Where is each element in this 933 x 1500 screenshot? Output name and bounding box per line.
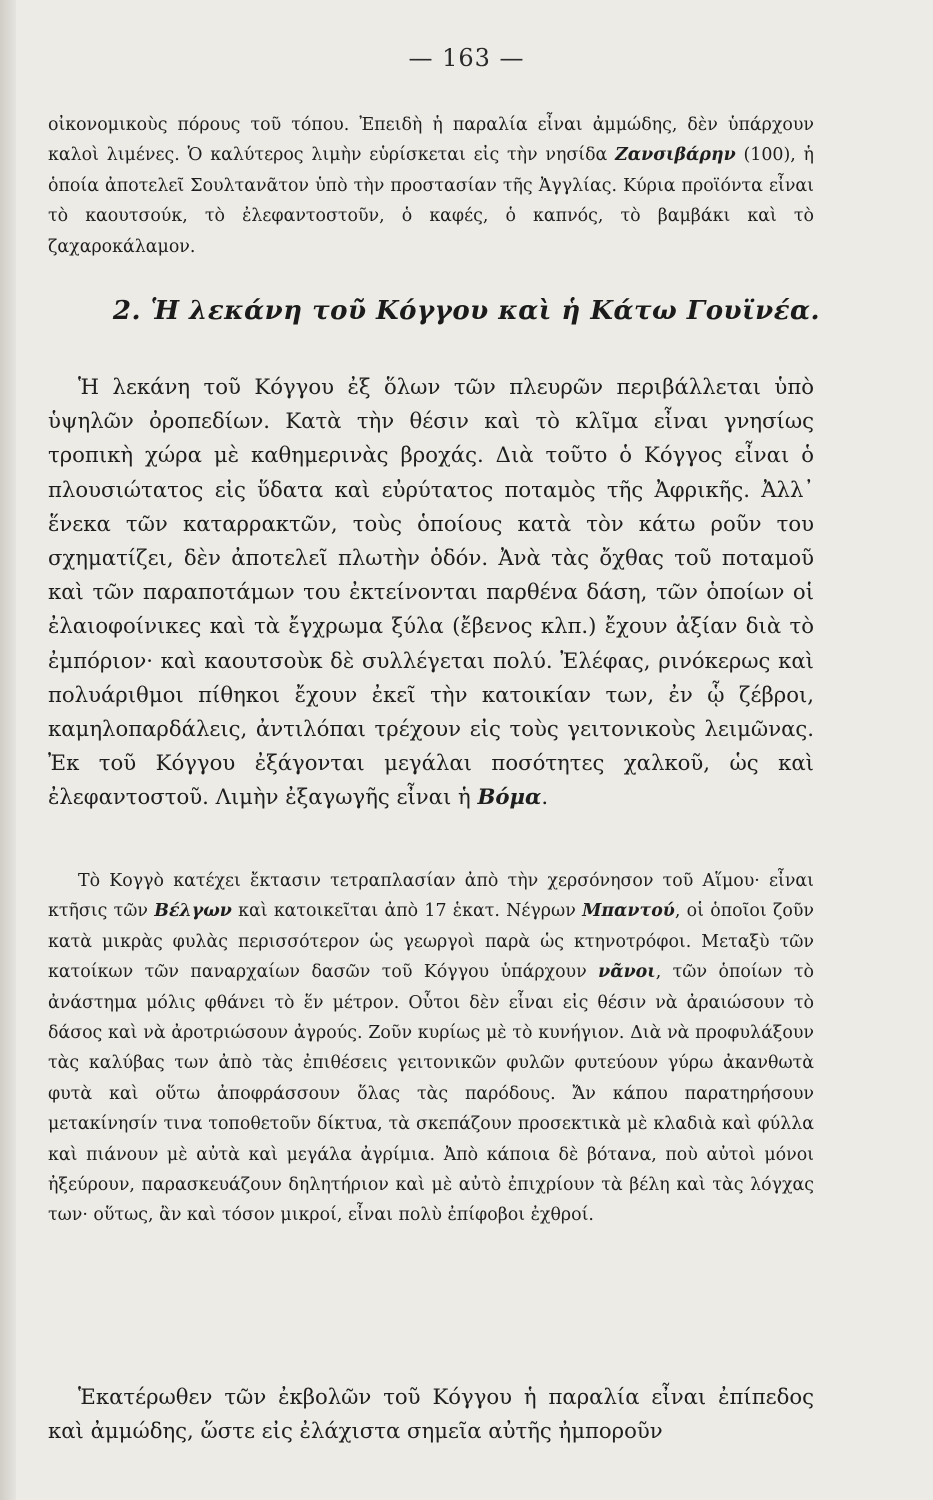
term-dwarfs: νᾶνοι <box>598 962 656 983</box>
port-name-boma: Βόμα <box>477 784 542 810</box>
place-name-zanzibar: Ζανσιβάρην <box>615 145 736 166</box>
paragraph-zanzibar-text-1: οἰκονομικοὺς πόρους τοῦ τόπου. Ἐπειδὴ ἡ παραλία εἶναι ἀμμώδης, δὲν ὑπάρχουν καλοὶ λιμένες. Ὁ καλύτερος λιμὴν εὑρίσκεται εἰς τὴν νησίδα <box>48 115 814 166</box>
section-heading: 2. Ἡ λεκάνη τοῦ Κόγγου καὶ ἡ Κάτω Γουϊνέα. <box>112 296 821 326</box>
paragraph-coast-text: Ἑκατέρωθεν τῶν ἐκβολῶν τοῦ Κόγγου ἡ παραλία εἶναι ἐπίπεδος καὶ ἀμμώδης, ὥστε εἰς ἐλάχιστα σημεῖα αὐτῆς ἠμποροῦν <box>48 1384 814 1444</box>
paragraph-people-text-4: , τῶν ὁποίων τὸ ἀνάστημα μόλις φθάνει τὸ ἕν μέτρον. Οὗτοι δὲν εἶναι εἰς θέσιν νὰ ἀραιώσουν τὸ δάσος καὶ νὰ ἀροτριώσουν ἀγρούς. Ζοῦν κυρίως μὲ τὸ κυνήγιον. Διὰ νὰ προφυλάξουν τὰς καλύβας των ἀπὸ τὰς ἐπιθέσεις γειτονικῶν φυλῶν φυτεύουν γύρω ἀκανθωτὰ φυτὰ καὶ οὕτω ἀποφράσσουν ὅλας τὰς παρόδους. Ἄν κάπου παρατηρήσουν μετακίνησίν τινα τοποθετοῦν δίκτυα, τὰ σκεπάζουν προσεκτικὰ μὲ κλαδιὰ καὶ φύλλα καὶ πιάνουν μὲ αὐτὰ καὶ μεγάλα ἀγρίμια. Ἀπὸ κάποια δὲ βότανα, ποὺ αὐτοὶ μόνοι ἠξεύρουν, παρασκευάζουν δηλητήριον καὶ μὲ αὐτὸ ἐπιχρίουν τὰ βέλη καὶ τὰς λόγχας των· οὕτως, ἂν καὶ τόσον μικροί, εἶναι πολὺ ἐπίφοβοι ἐχθροί. <box>48 962 814 1226</box>
paragraph-people-text-3: , οἱ ὁποῖοι ζοῦν κατὰ μικρὰς φυλὰς περισσότερον ὡς γεωργοὶ παρὰ ὡς κτηνοτρόφοι. Μεταξὺ τῶν κατοίκων τῶν παναρχαίων δασῶν τοῦ Κόγγου ὑπάρχουν <box>48 901 815 983</box>
paragraph-congo-basin <box>48 370 814 815</box>
paragraph-coast <box>48 1380 814 1448</box>
paragraph-congo-end: . <box>541 784 549 810</box>
paragraph-people-text-2: καὶ κατοικεῖται ἀπὸ 17 ἑκατ. Νέγρων <box>231 901 576 922</box>
paragraph-zanzibar-text-2: (100), ἡ ὁποία ἀποτελεῖ Σουλτανᾶτον ὑπὸ τὴν προστασίαν τῆς Ἀγγλίας. Κύρια προϊόντα εἶναι τὸ καουτσούκ, τὸ ἐλεφαντοστοῦν, ὁ καφές, ὁ καπνός, τὸ βαμβάκι καὶ τὸ ζαχαροκάλαμον. <box>48 145 814 257</box>
term-bantu: Μπαντού <box>582 901 675 922</box>
term-belgians: Βέλγων <box>154 901 232 922</box>
page-number: — 163 — <box>408 44 525 72</box>
paragraph-congo-text: Ἡ λεκάνη τοῦ Κόγγου ἐξ ὅλων τῶν πλευρῶν περιβάλλεται ὑπὸ ὑψηλῶν ὀροπεδίων. Κατὰ τὴν θέσιν καὶ τὸ κλῖμα εἶναι γνησίως τροπικὴ χώρα μὲ καθημερινὰς βροχάς. Διὰ τοῦτο ὁ Κόγγος εἶναι ὁ πλουσιώτατος εἰς ὕδατα καὶ εὐρύτατος ποταμὸς τῆς Ἀφρικῆς. Ἀλλ᾽ ἕνεκα τῶν καταρρακτῶν, τοὺς ὁποίους κατὰ τὸν κάτω ροῦν του σχηματίζει, δὲν ἀποτελεῖ πλωτὴν ὁδόν. Ἀνὰ τὰς ὄχθας τοῦ ποταμοῦ καὶ τῶν παραποτάμων του ἐκτείνονται παρθένα δάση, τῶν ὁποίων οἱ ἐλαιοφοίνικες καὶ τὰ ἔγχρωμα ξύλα (ἔβενος κλπ.) ἔχουν ἀξίαν διὰ τὸ ἐμπόριον· καὶ καουτσοὺκ δὲ συλλέγεται πολύ. Ἐλέφας, ρινόκερως καὶ πολυάριθμοι πίθηκοι ἔχουν ἐκεῖ τὴν κατοικίαν των, ἐν ᾧ ζέβροι, καμηλοπαρδάλεις, ἀντιλόπαι τρέχουν εἰς τοὺς γειτονικοὺς λειμῶνας. Ἐκ τοῦ Κόγγου ἐξάγονται μεγάλαι ποσότητες χαλκοῦ, ὡς καὶ ἐλεφαντοστοῦ. Λιμὴν ἐξαγωγῆς εἶναι ἡ <box>48 374 814 810</box>
paragraph-zanzibar <box>48 110 814 262</box>
paragraph-people-text-1: Τὸ Κογγὸ κατέχει ἔκτασιν τετραπλασίαν ἀπὸ τὴν χερσόνησον τοῦ Αἵμου· εἶναι κτῆσις τῶν <box>48 871 814 922</box>
paragraph-congo-people <box>48 866 814 1231</box>
page-binding-shadow <box>0 0 16 1500</box>
